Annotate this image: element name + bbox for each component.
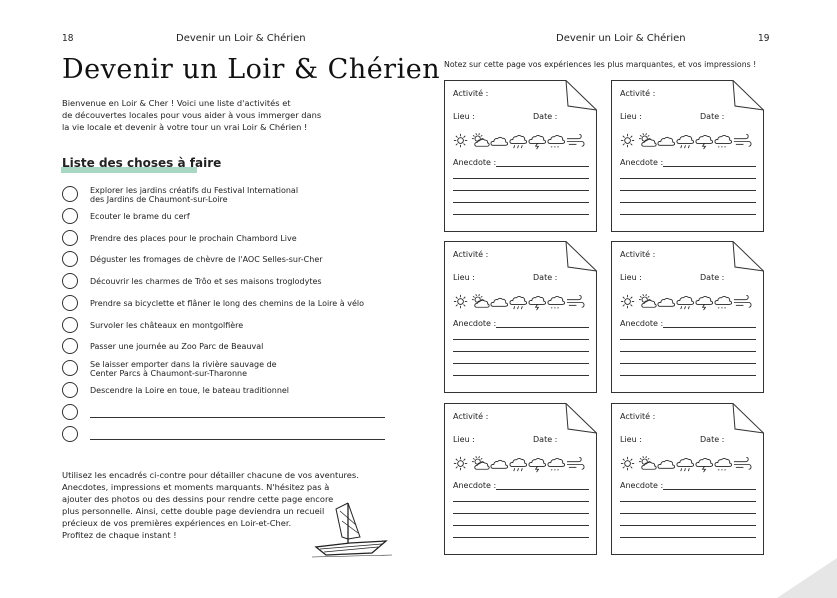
anecdote-line[interactable] bbox=[620, 214, 756, 215]
todo-item-line: Se laisser emporter dans la rivière sauvage de bbox=[90, 360, 277, 369]
outro-line: Anecdotes, impressions et moments marquants. N'hésitez pas à bbox=[62, 482, 330, 492]
anecdote-line[interactable] bbox=[620, 501, 756, 502]
card-place-label: Lieu : bbox=[620, 112, 642, 121]
snow-icon[interactable] bbox=[547, 455, 566, 474]
card-frame-icon bbox=[611, 403, 765, 555]
todo-item-line: Center Parcs à Chaumont-sur-Tharonne bbox=[90, 369, 248, 378]
todo-checkbox[interactable] bbox=[62, 338, 78, 354]
card-anecdote-label: Anecdote : bbox=[620, 158, 664, 167]
cloud-icon[interactable] bbox=[490, 455, 509, 474]
todo-checkbox[interactable] bbox=[62, 317, 78, 333]
wind-icon[interactable] bbox=[566, 293, 585, 312]
card-frame-icon bbox=[444, 403, 598, 555]
anecdote-line[interactable] bbox=[620, 363, 756, 364]
rain-icon[interactable] bbox=[676, 132, 695, 151]
sun-icon[interactable] bbox=[452, 455, 471, 474]
svg-text:* * *: * * * bbox=[717, 146, 726, 151]
page-title: Devenir un Loir & Chérien bbox=[62, 54, 441, 85]
anecdote-line[interactable] bbox=[453, 525, 589, 526]
anecdote-line[interactable] bbox=[620, 190, 756, 191]
todo-checkbox[interactable] bbox=[62, 426, 78, 442]
card-date-label: Date : bbox=[533, 435, 558, 444]
anecdote-line[interactable] bbox=[663, 327, 756, 328]
wind-icon[interactable] bbox=[566, 132, 585, 151]
anecdote-line[interactable] bbox=[453, 537, 589, 538]
sun-icon[interactable] bbox=[452, 132, 471, 151]
todo-item-line: Ecouter le brame du cerf bbox=[90, 212, 190, 221]
todo-item-text bbox=[90, 360, 277, 378]
rain-icon[interactable] bbox=[676, 293, 695, 312]
todo-item-text bbox=[90, 342, 263, 351]
sun-cloud-icon[interactable] bbox=[471, 293, 490, 312]
weather-icons bbox=[619, 455, 752, 474]
svg-text:* * *: * * * bbox=[717, 307, 726, 312]
todo-item-text bbox=[90, 212, 190, 221]
anecdote-line[interactable] bbox=[620, 178, 756, 179]
anecdote-line[interactable] bbox=[496, 327, 589, 328]
sun-icon[interactable] bbox=[619, 455, 638, 474]
left-page-header: Devenir un Loir & Chérien bbox=[176, 33, 306, 44]
anecdote-line[interactable] bbox=[663, 489, 756, 490]
intro-line: de découvertes locales pour vous aider à vous immerger dans bbox=[62, 110, 322, 120]
weather-icons bbox=[452, 455, 585, 474]
anecdote-line[interactable] bbox=[453, 178, 589, 179]
outro-line: précieux de vos premières expériences en Loir-et-Cher. bbox=[62, 518, 292, 528]
cloud-icon[interactable] bbox=[657, 455, 676, 474]
anecdote-line[interactable] bbox=[620, 525, 756, 526]
todo-item-line: Déguster les fromages de chèvre de l'AOC Selles-sur-Cher bbox=[90, 255, 323, 264]
sun-icon[interactable] bbox=[452, 293, 471, 312]
card-activity-label: Activité : bbox=[620, 412, 656, 421]
snow-icon[interactable] bbox=[714, 132, 733, 151]
todo-item-line: Découvrir les charmes de Trôo et ses maisons troglodytes bbox=[90, 277, 322, 286]
anecdote-line[interactable] bbox=[453, 501, 589, 502]
anecdote-line[interactable] bbox=[620, 537, 756, 538]
todo-item-line: Descendre la Loire en toue, le bateau traditionnel bbox=[90, 386, 290, 395]
todo-blank-line[interactable] bbox=[90, 439, 385, 440]
snow-icon[interactable] bbox=[547, 293, 566, 312]
storm-icon[interactable] bbox=[695, 293, 714, 312]
todo-checkbox[interactable] bbox=[62, 230, 78, 246]
intro-line: la vie locale et devenir à votre tour un vrai Loir & Chérien ! bbox=[62, 122, 308, 132]
todo-checkbox[interactable] bbox=[62, 273, 78, 289]
anecdote-line[interactable] bbox=[620, 351, 756, 352]
card-frame-icon bbox=[444, 241, 598, 393]
experience-card bbox=[444, 80, 594, 230]
sun-cloud-icon[interactable] bbox=[471, 132, 490, 151]
weather-icons bbox=[619, 132, 752, 151]
card-activity-label: Activité : bbox=[620, 250, 656, 259]
outro-line: Profitez de chaque instant ! bbox=[62, 530, 177, 540]
anecdote-line[interactable] bbox=[453, 363, 589, 364]
wind-icon[interactable] bbox=[566, 455, 585, 474]
storm-icon[interactable] bbox=[528, 455, 547, 474]
card-frame-icon bbox=[444, 80, 598, 232]
page-corner-fold bbox=[777, 558, 837, 598]
svg-text:* * *: * * * bbox=[550, 469, 559, 474]
weather-icons bbox=[452, 293, 585, 312]
right-page-number: 19 bbox=[758, 33, 770, 44]
sun-cloud-icon[interactable] bbox=[638, 132, 657, 151]
card-anecdote-label: Anecdote : bbox=[620, 319, 664, 328]
card-date-label: Date : bbox=[700, 112, 725, 121]
outro-line: ajouter des photos ou des dessins pour rendre cette page encore bbox=[62, 494, 334, 504]
storm-icon[interactable] bbox=[695, 132, 714, 151]
card-activity-label: Activité : bbox=[453, 89, 489, 98]
todo-blank-line[interactable] bbox=[90, 417, 385, 418]
cloud-icon[interactable] bbox=[490, 132, 509, 151]
card-date-label: Date : bbox=[533, 273, 558, 282]
card-date-label: Date : bbox=[533, 112, 558, 121]
experience-card bbox=[611, 403, 761, 553]
todo-item-text bbox=[90, 277, 322, 286]
card-frame-icon bbox=[611, 80, 765, 232]
card-activity-label: Activité : bbox=[453, 250, 489, 259]
anecdote-line[interactable] bbox=[453, 513, 589, 514]
snow-icon[interactable] bbox=[547, 132, 566, 151]
todo-item-text bbox=[90, 321, 243, 330]
card-frame-icon bbox=[611, 241, 765, 393]
anecdote-line[interactable] bbox=[496, 489, 589, 490]
todo-checkbox[interactable] bbox=[62, 186, 78, 202]
sun-icon[interactable] bbox=[619, 293, 638, 312]
svg-text:* * *: * * * bbox=[717, 469, 726, 474]
todo-checkbox[interactable] bbox=[62, 382, 78, 398]
rain-icon[interactable] bbox=[509, 132, 528, 151]
todo-item-line: Prendre des places pour le prochain Chambord Live bbox=[90, 234, 297, 243]
svg-text:* * *: * * * bbox=[550, 307, 559, 312]
experience-card bbox=[444, 403, 594, 553]
intro-line: Bienvenue en Loir & Cher ! Voici une liste d'activités et bbox=[62, 98, 291, 108]
sun-cloud-icon[interactable] bbox=[638, 455, 657, 474]
experience-card bbox=[611, 80, 761, 230]
anecdote-line[interactable] bbox=[453, 339, 589, 340]
card-place-label: Lieu : bbox=[453, 112, 475, 121]
todo-item-text bbox=[90, 255, 323, 264]
anecdote-line[interactable] bbox=[663, 166, 756, 167]
anecdote-line[interactable] bbox=[453, 351, 589, 352]
outro-line: plus personnelle. Ainsi, cette double page deviendra un recueil bbox=[62, 506, 325, 516]
card-activity-label: Activité : bbox=[620, 89, 656, 98]
todo-item-line: Survoler les châteaux en montgolfière bbox=[90, 321, 244, 330]
card-anecdote-label: Anecdote : bbox=[453, 319, 497, 328]
boat-illustration-icon bbox=[312, 497, 392, 559]
right-page-header: Devenir un Loir & Chérien bbox=[556, 33, 686, 44]
todo-checkbox[interactable] bbox=[62, 295, 78, 311]
todo-checkbox[interactable] bbox=[62, 208, 78, 224]
weather-icons bbox=[619, 293, 752, 312]
todo-item-line: Explorer les jardins créatifs du Festival International bbox=[90, 186, 299, 195]
card-date-label: Date : bbox=[700, 435, 725, 444]
card-place-label: Lieu : bbox=[620, 435, 642, 444]
anecdote-line[interactable] bbox=[453, 202, 589, 203]
anecdote-line[interactable] bbox=[620, 375, 756, 376]
card-anecdote-label: Anecdote : bbox=[453, 481, 497, 490]
card-place-label: Lieu : bbox=[620, 273, 642, 282]
anecdote-line[interactable] bbox=[453, 214, 589, 215]
cloud-icon[interactable] bbox=[657, 132, 676, 151]
intro-text bbox=[62, 97, 332, 133]
outro-line: Utilisez les encadrés ci-contre pour détailler chacune de vos aventures. bbox=[62, 470, 359, 480]
card-anecdote-label: Anecdote : bbox=[453, 158, 497, 167]
card-place-label: Lieu : bbox=[453, 273, 475, 282]
card-activity-label: Activité : bbox=[453, 412, 489, 421]
todo-item-text bbox=[90, 299, 364, 308]
anecdote-line[interactable] bbox=[453, 375, 589, 376]
anecdote-line[interactable] bbox=[453, 190, 589, 191]
todo-item-line: Prendre sa bicyclette et flâner le long des chemins de la Loire à vélo bbox=[90, 299, 364, 308]
weather-icons bbox=[452, 132, 585, 151]
todo-checkbox[interactable] bbox=[62, 360, 78, 376]
card-anecdote-label: Anecdote : bbox=[620, 481, 664, 490]
card-place-label: Lieu : bbox=[453, 435, 475, 444]
wind-icon[interactable] bbox=[733, 293, 752, 312]
svg-text:* * *: * * * bbox=[550, 146, 559, 151]
storm-icon[interactable] bbox=[528, 293, 547, 312]
todo-checkbox[interactable] bbox=[62, 251, 78, 267]
todo-item-text bbox=[90, 234, 297, 243]
storm-icon[interactable] bbox=[695, 455, 714, 474]
sun-cloud-icon[interactable] bbox=[471, 455, 490, 474]
rain-icon[interactable] bbox=[509, 293, 528, 312]
anecdote-line[interactable] bbox=[620, 339, 756, 340]
experience-card bbox=[444, 241, 594, 391]
rain-icon[interactable] bbox=[676, 455, 695, 474]
card-date-label: Date : bbox=[700, 273, 725, 282]
wind-icon[interactable] bbox=[733, 455, 752, 474]
cloud-icon[interactable] bbox=[657, 293, 676, 312]
sun-cloud-icon[interactable] bbox=[638, 293, 657, 312]
todo-item-line: Passer une journée au Zoo Parc de Beauval bbox=[90, 342, 264, 351]
storm-icon[interactable] bbox=[528, 132, 547, 151]
anecdote-line[interactable] bbox=[496, 166, 589, 167]
sun-icon[interactable] bbox=[619, 132, 638, 151]
anecdote-line[interactable] bbox=[620, 513, 756, 514]
wind-icon[interactable] bbox=[733, 132, 752, 151]
anecdote-line[interactable] bbox=[620, 202, 756, 203]
left-page-number: 18 bbox=[62, 33, 74, 44]
list-title: Liste des choses à faire bbox=[62, 156, 222, 170]
todo-item-line: des Jardins de Chaumont-sur-Loire bbox=[90, 195, 228, 204]
cloud-icon[interactable] bbox=[490, 293, 509, 312]
rain-icon[interactable] bbox=[509, 455, 528, 474]
todo-item-text bbox=[90, 386, 289, 395]
todo-item-text bbox=[90, 186, 298, 204]
snow-icon[interactable] bbox=[714, 455, 733, 474]
right-instruction: Notez sur cette page vos expériences les plus marquantes, et vos impressions ! bbox=[444, 60, 757, 69]
todo-checkbox[interactable] bbox=[62, 404, 78, 420]
snow-icon[interactable] bbox=[714, 293, 733, 312]
experience-card bbox=[611, 241, 761, 391]
